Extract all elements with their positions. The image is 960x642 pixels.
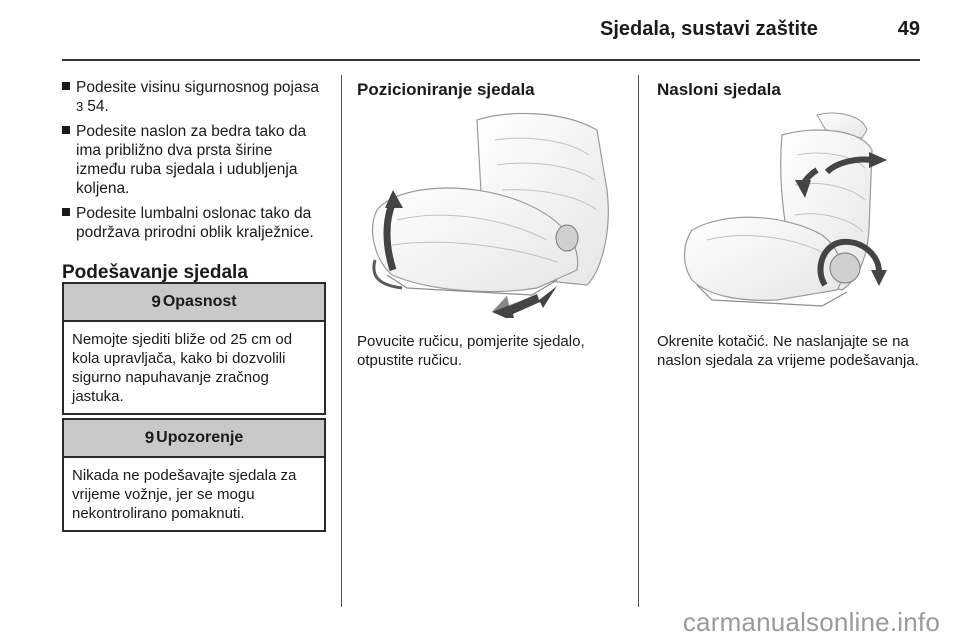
warning-callout xyxy=(62,418,326,532)
header-rule xyxy=(62,59,920,61)
callout-body: Nemojte sjediti bliže od 25 cm od kola upravljača, kako bi dozvolili sigurno napuhavanje zračnog jastuka. xyxy=(72,331,293,405)
page-reference-link[interactable]: 54. xyxy=(87,98,109,115)
list-item xyxy=(62,122,324,198)
list-item xyxy=(62,78,324,116)
section-heading: Nasloni sjedala xyxy=(657,80,781,99)
section-heading: Podešavanje sjedala xyxy=(62,262,248,283)
left-column xyxy=(62,78,324,284)
bullet-square-icon xyxy=(62,126,70,134)
seat-position-illustration xyxy=(357,110,619,318)
warning-triangle-icon: 9 xyxy=(151,292,161,311)
middle-column xyxy=(357,80,623,369)
section-heading: Pozicioniranje sjedala xyxy=(357,80,535,99)
figure-caption: Okrenite kotačić. Ne naslanjajte se na naslon sjedala za vrijeme podešavanja. xyxy=(657,333,919,369)
header-title: Sjedala, sustavi zaštite xyxy=(600,18,818,40)
column-divider xyxy=(638,75,639,607)
bullet-text: Podesite lumbalni oslonac tako da podržava prirodni oblik kralježnice. xyxy=(76,205,314,241)
callout-title: Upozorenje xyxy=(156,429,244,446)
callout-title: Opasnost xyxy=(162,293,237,310)
bullet-square-icon xyxy=(62,208,70,216)
callout-body: Nikada ne podešavajte sjedala za vrijeme vožnje, jer se mogu nekontrolirano pomaknuti. xyxy=(72,467,297,522)
callout-header xyxy=(64,420,324,458)
bullet-square-icon xyxy=(62,82,70,90)
arrow-reference-icon: 3 xyxy=(76,99,84,114)
seat-backrest-illustration xyxy=(657,110,919,318)
right-column xyxy=(657,80,923,369)
watermark-text: carmanualsonline.info xyxy=(682,607,940,637)
bullet-list xyxy=(62,78,324,242)
bullet-text: Podesite visinu sigurnosnog pojasa xyxy=(76,79,319,96)
list-item xyxy=(62,204,324,242)
figure-caption: Povucite ručicu, pomjerite sjedalo, otpustite ručicu. xyxy=(357,333,585,369)
page-number: 49 xyxy=(897,18,920,40)
danger-callout xyxy=(62,282,326,415)
bullet-text: Podesite naslon za bedra tako da ima približno dva prsta širine između ruba sjedala i udubljenja koljena. xyxy=(76,123,307,197)
column-divider xyxy=(341,75,342,607)
warning-triangle-icon: 9 xyxy=(144,428,155,447)
callout-header xyxy=(64,284,324,322)
